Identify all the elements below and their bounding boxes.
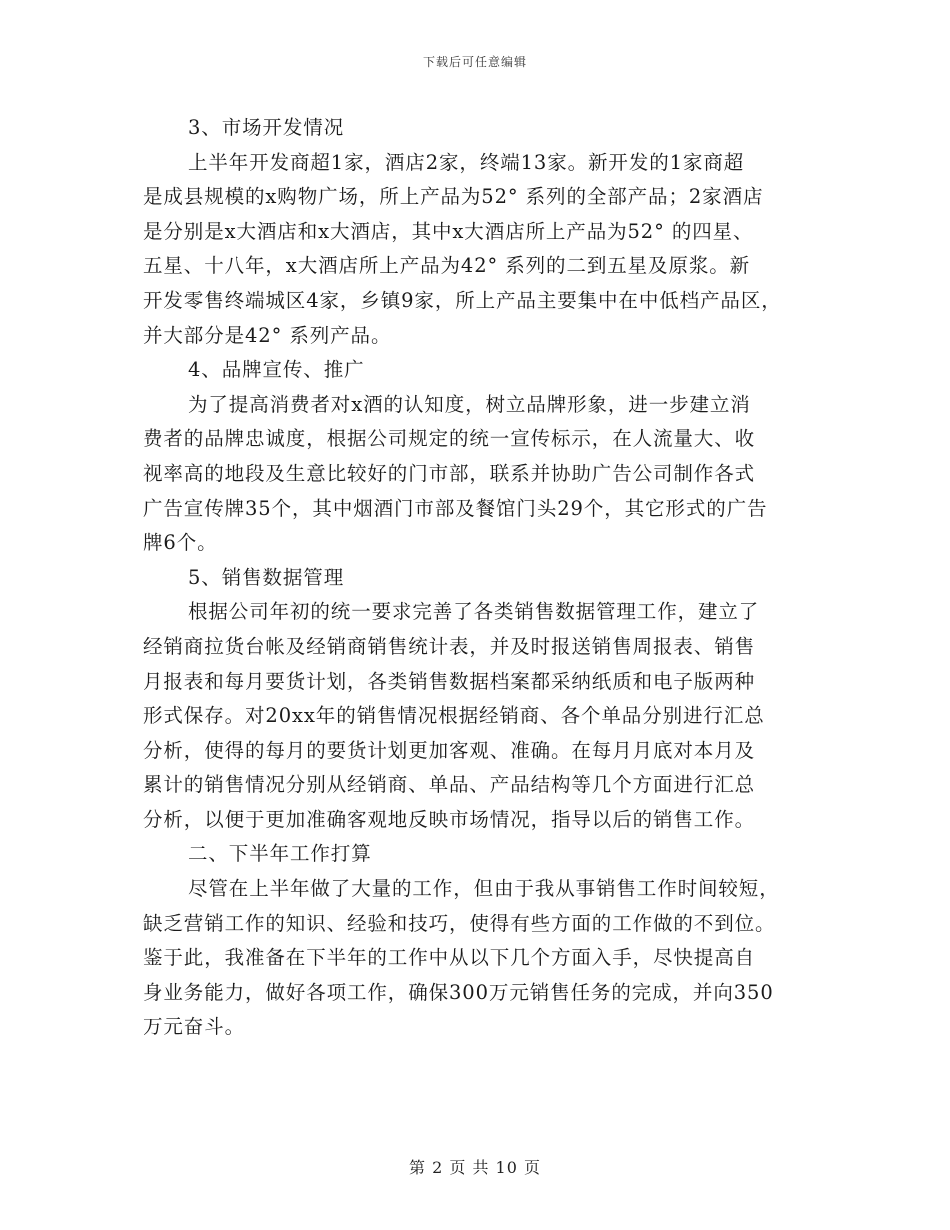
text-line: 经销商拉货台帐及经销商销售统计表，并及时报送销售周报表、销售 [143,634,756,658]
text-line: 并大部分是42° 系列产品。 [143,323,392,347]
document-body [143,111,823,1045]
text-line: 五星、十八年，x大酒店所上产品为42° 系列的二到五星及原浆。新 [143,254,751,278]
text-line: 累计的销售情况分别从经销商、单品、产品结构等几个方面进行汇总 [143,773,756,797]
text-line: 万元奋斗。 [143,1015,246,1039]
page-number-footer: 第 2 页 共 10 页 [409,1158,541,1177]
text-line: 鉴于此，我准备在下半年的工作中从以下几个方面入手，尽快提高自 [143,946,756,970]
text-line: 缺乏营销工作的知识、经验和技巧，使得有些方面的工作做的不到位。 [143,911,776,935]
text-line: 牌6个。 [143,531,218,555]
text-line: 上半年开发商超1家，酒店2家，终端13家。新开发的1家商超 [188,150,745,174]
text-line: 5、销售数据管理 [188,565,345,589]
text-line: 身业务能力，做好各项工作，确保300万元销售任务的完成，并向350 [143,980,774,1004]
text-line: 3、市场开发情况 [188,116,345,139]
text-line: 根据公司年初的统一要求完善了各类销售数据管理工作，建立了 [188,600,760,624]
text-line: 4、品牌宣传、推广 [188,358,365,382]
text-line: 广告宣传牌35个，其中烟酒门市部及餐馆门头29个，其它形式的广告 [143,496,768,520]
text-line: 形式保存。对20xx年的销售情况根据经销商、各个单品分别进行汇总 [143,704,765,728]
text-line: 视率高的地段及生意比较好的门市部，联系并协助广告公司制作各式 [143,461,756,485]
text-line: 费者的品牌忠诚度，根据公司规定的统一宣传标示，在人流量大、收 [143,427,756,451]
text-line: 二、下半年工作打算 [188,842,372,866]
text-line: 为了提高消费者对x酒的认知度，树立品牌形象，进一步建立消 [188,392,751,416]
text-line: 分析，以便于更加准确客观地反映市场情况，指导以后的销售工作。 [143,807,756,831]
text-line: 是分别是x大酒店和x大酒店，其中x大酒店所上产品为52° 的四星、 [143,219,754,243]
text-line: 月报表和每月要货计划，各类销售数据档案都采纳纸质和电子版两种 [143,669,756,693]
text-line: 开发零售终端城区4家，乡镇9家，所上产品主要集中在中低档产品区， [143,288,782,312]
header-note: 下载后可任意编辑 [422,55,527,69]
text-line: 分析，使得的每月的要货计划更加客观、准确。在每月月底对本月及 [143,738,756,762]
text-line: 是成县规模的x购物广场，所上产品为52° 系列的全部产品；2家酒店 [143,185,764,209]
text-line: 尽管在上半年做了大量的工作，但由于我从事销售工作时间较短， [188,877,780,901]
